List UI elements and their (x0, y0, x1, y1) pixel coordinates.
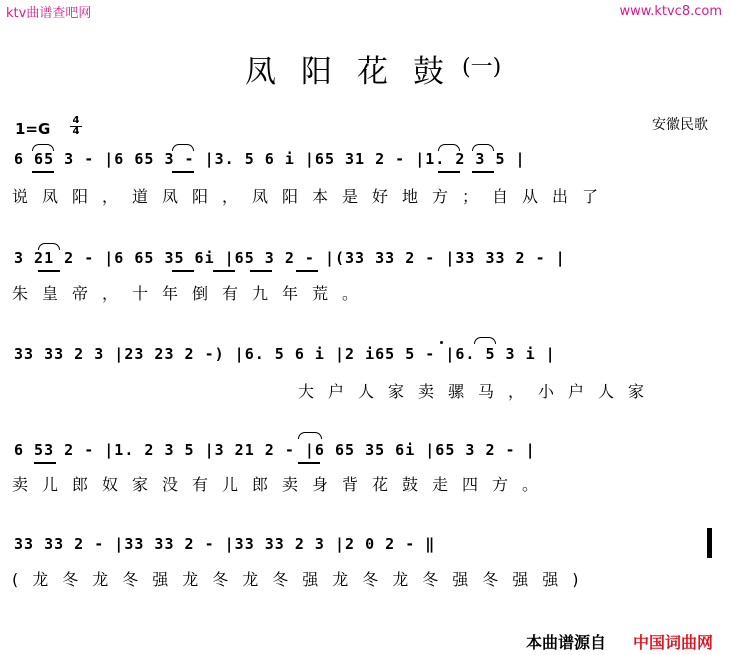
lyrics-row: 大户人家卖骡马，小户人家 (298, 382, 659, 401)
title-suffix: (一) (462, 55, 502, 80)
beam-line (296, 270, 318, 272)
watermark-right: www.ktvc8.com (619, 4, 722, 19)
beam-line (298, 462, 320, 464)
beam-line (172, 171, 194, 173)
beam-line (250, 270, 272, 272)
slur-mark (298, 432, 322, 439)
lyrics-row: 卖儿郎奴家没有儿郎卖身背花鼓走四方。 (12, 475, 553, 494)
beam-line (172, 270, 194, 272)
footer-source-label: 本曲谱源自 (526, 633, 607, 652)
meter-top: 4 (72, 115, 80, 126)
beam-line (438, 171, 460, 173)
time-signature (70, 116, 82, 137)
notation-row: 33 33 2 3 |23 23 2 -) |6. 5 6 i |2 i65 5 - |6. 5 3 i | (14, 345, 556, 363)
beam-line (213, 270, 235, 272)
notation-row: 3 21 2 - |6 65 35 6i |65 3 2 - |(33 33 2 - |33 33 2 - | (14, 249, 566, 267)
key-signature: 1=G (15, 120, 51, 138)
beam-line (38, 270, 60, 272)
slur-mark (474, 337, 496, 344)
slur-mark (472, 144, 494, 151)
meter-bottom: 4 (72, 126, 80, 137)
final-barline (707, 528, 712, 558)
notation-row: 6 53 2 - |1. 2 3 5 |3 21 2 - |6 65 35 6i |65 3 2 - | (14, 441, 536, 459)
slur-mark (38, 243, 60, 250)
beam-line (32, 171, 54, 173)
slur-mark (172, 144, 194, 151)
octave-dot (440, 341, 443, 344)
beam-line (34, 462, 56, 464)
notation-row: 33 33 2 - |33 33 2 - |33 33 2 3 |2 0 2 - ‖ (14, 535, 436, 553)
song-title: 凤阳花鼓 (245, 54, 469, 90)
footer-site-name: 中国词曲网 (633, 633, 714, 652)
attribution: 安徽民歌 (652, 117, 708, 133)
lyrics-row: (龙冬龙冬强龙冬龙冬强龙冬龙冬强冬强强) (12, 570, 593, 589)
notation-row: 6 65 3 - |6 65 3 - |3. 5 6 i |65 31 2 - |1. 2 3 5 | (14, 150, 526, 168)
slur-mark (438, 144, 460, 151)
lyrics-row: 朱皇帝，十年倒有九年荒。 (12, 284, 373, 303)
watermark-left: ktv曲谱查吧网 (6, 6, 92, 21)
lyrics-row: 说凤阳，道凤阳，凤阳本是好地方；自从出了 (12, 187, 613, 206)
slur-mark (32, 144, 54, 151)
beam-line (472, 171, 494, 173)
